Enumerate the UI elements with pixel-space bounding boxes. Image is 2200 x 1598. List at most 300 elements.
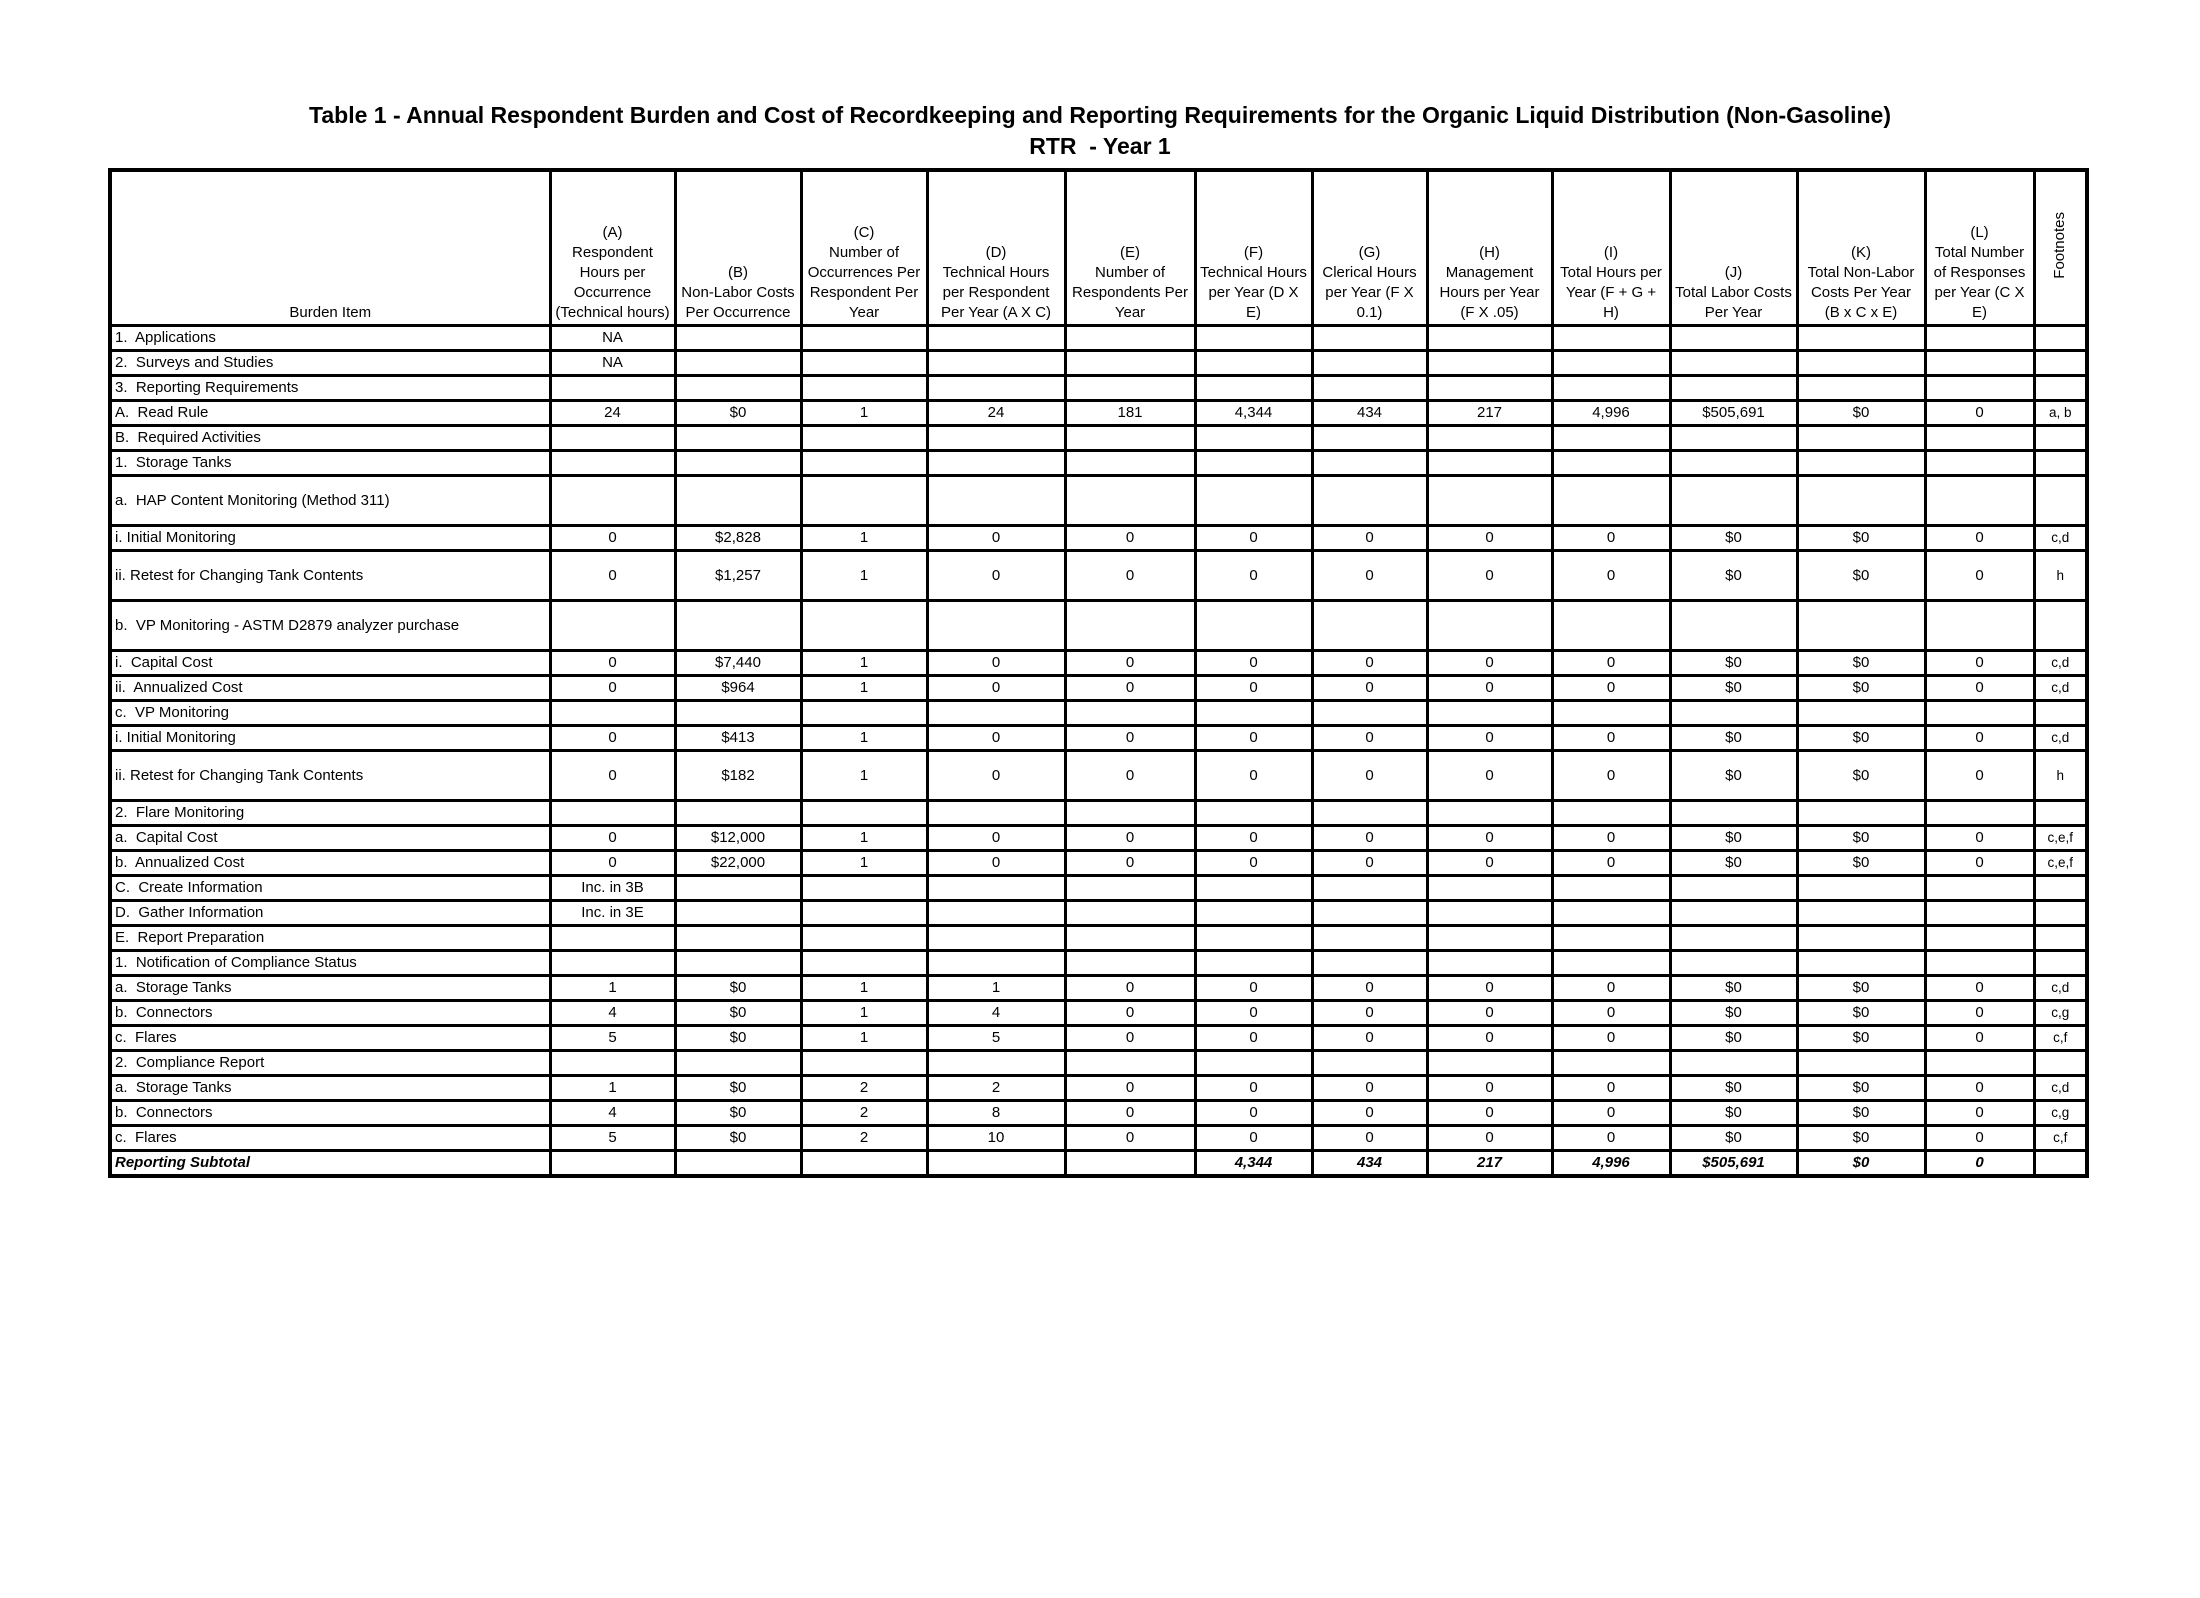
footnote-cell: c,d <box>2034 726 2087 751</box>
value-cell <box>1552 376 1670 401</box>
table-row <box>110 551 2087 601</box>
value-cell <box>1552 801 1670 826</box>
value-cell: 0 <box>1195 751 1312 801</box>
burden-item-label: c. Flares <box>115 1129 177 1146</box>
burden-item-cell <box>110 751 550 801</box>
value-cell <box>1312 801 1427 826</box>
footnote-cell: c,d <box>2034 1076 2087 1101</box>
value-cell: $0 <box>1797 1151 1925 1177</box>
value-cell: 0 <box>1312 526 1427 551</box>
value-cell <box>1427 701 1552 726</box>
value-cell: 1 <box>801 1001 927 1026</box>
value-cell <box>1195 601 1312 651</box>
value-cell: 0 <box>1195 1001 1312 1026</box>
value-cell: 4 <box>550 1001 675 1026</box>
table-row <box>110 901 2087 926</box>
value-cell: $0 <box>1797 676 1925 701</box>
table-row <box>110 976 2087 1001</box>
value-cell: $0 <box>1797 851 1925 876</box>
value-cell: $0 <box>1797 1026 1925 1051</box>
footnote-cell: c,e,f <box>2034 851 2087 876</box>
value-cell <box>1427 801 1552 826</box>
value-cell <box>1925 801 2034 826</box>
value-cell <box>1312 1051 1427 1076</box>
burden-item-cell <box>110 701 550 726</box>
burden-item-cell <box>110 826 550 851</box>
value-cell <box>675 426 801 451</box>
value-cell: 0 <box>1925 751 2034 801</box>
burden-item-cell <box>110 951 550 976</box>
column-header-f <box>1195 170 1312 326</box>
footnote-cell <box>2034 801 2087 826</box>
value-cell <box>1552 476 1670 526</box>
value-cell: 0 <box>1312 551 1427 601</box>
value-cell: 0 <box>1065 651 1195 676</box>
value-cell <box>1552 426 1670 451</box>
column-letter: (H) <box>1479 244 1500 261</box>
burden-item-cell <box>110 426 550 451</box>
value-cell <box>1195 801 1312 826</box>
value-cell <box>1427 426 1552 451</box>
column-letter: (D) <box>985 244 1007 261</box>
burden-item-cell <box>110 1126 550 1151</box>
value-cell <box>1195 701 1312 726</box>
value-cell <box>1312 376 1427 401</box>
table-row <box>110 751 2087 801</box>
value-cell: $0 <box>1670 676 1797 701</box>
value-cell <box>1670 926 1797 951</box>
value-cell <box>1427 876 1552 901</box>
value-cell <box>927 451 1065 476</box>
value-cell <box>675 376 801 401</box>
value-cell <box>927 701 1065 726</box>
column-letter: (C) <box>853 224 875 241</box>
column-letter: (L) <box>1970 224 1989 241</box>
value-cell <box>1065 901 1195 926</box>
value-cell: 0 <box>1195 826 1312 851</box>
value-cell: 0 <box>550 651 675 676</box>
value-cell <box>1670 326 1797 351</box>
value-cell: 0 <box>1427 751 1552 801</box>
column-label: Total Number of Responses per Year (C X E) <box>1933 244 2026 321</box>
value-cell: 1 <box>927 976 1065 1001</box>
footnote-cell: c,g <box>2034 1101 2087 1126</box>
value-cell <box>1427 476 1552 526</box>
value-cell: 4,344 <box>1195 401 1312 426</box>
value-cell: 0 <box>1925 1076 2034 1101</box>
burden-item-cell <box>110 1001 550 1026</box>
value-cell <box>675 1151 801 1177</box>
burden-item-label: c. Flares <box>115 1029 177 1046</box>
value-cell <box>1925 326 2034 351</box>
column-label: Management Hours per Year (F X .05) <box>1439 264 1540 321</box>
burden-item-header: Burden Item <box>110 170 550 326</box>
value-cell <box>801 926 927 951</box>
burden-table <box>108 168 2089 1178</box>
value-cell: 0 <box>1552 751 1670 801</box>
value-cell: $0 <box>1797 826 1925 851</box>
value-cell: 1 <box>801 651 927 676</box>
value-cell: $7,440 <box>675 651 801 676</box>
value-cell: 0 <box>1312 1026 1427 1051</box>
burden-item-label: ii. Retest for Changing Tank Contents <box>115 766 364 784</box>
value-cell <box>1670 701 1797 726</box>
footnote-cell <box>2034 326 2087 351</box>
value-cell <box>1552 876 1670 901</box>
value-cell: 0 <box>1925 651 2034 676</box>
value-cell: 24 <box>550 401 675 426</box>
value-cell: $0 <box>1670 651 1797 676</box>
value-cell <box>927 926 1065 951</box>
value-cell <box>550 926 675 951</box>
value-cell: 0 <box>927 651 1065 676</box>
table-row <box>110 1076 2087 1101</box>
value-cell: Inc. in 3E <box>550 901 675 926</box>
value-cell <box>675 601 801 651</box>
value-cell <box>1797 876 1925 901</box>
value-cell <box>1797 351 1925 376</box>
table-row <box>110 826 2087 851</box>
value-cell: NA <box>550 326 675 351</box>
footnote-cell <box>2034 476 2087 526</box>
burden-item-label: a. Storage Tanks <box>115 1079 232 1096</box>
value-cell <box>1195 476 1312 526</box>
value-cell: 0 <box>1312 751 1427 801</box>
value-cell <box>1195 1051 1312 1076</box>
value-cell: 0 <box>1312 1076 1427 1101</box>
value-cell <box>1312 326 1427 351</box>
value-cell: $0 <box>1670 1076 1797 1101</box>
value-cell: 0 <box>1427 1001 1552 1026</box>
value-cell: 0 <box>1427 726 1552 751</box>
value-cell: 0 <box>1925 1026 2034 1051</box>
value-cell <box>1925 876 2034 901</box>
value-cell: 0 <box>1065 526 1195 551</box>
value-cell: 0 <box>1065 851 1195 876</box>
value-cell <box>1065 801 1195 826</box>
burden-item-cell <box>110 1051 550 1076</box>
footnote-cell <box>2034 1151 2087 1177</box>
value-cell <box>1552 451 1670 476</box>
burden-item-label: i. Capital Cost <box>115 654 213 671</box>
value-cell: 0 <box>1552 551 1670 601</box>
footnote-cell <box>2034 901 2087 926</box>
burden-item-label: b. Annualized Cost <box>115 854 245 871</box>
footnote-cell <box>2034 1051 2087 1076</box>
value-cell <box>1552 901 1670 926</box>
footnote-cell <box>2034 876 2087 901</box>
value-cell <box>1670 901 1797 926</box>
value-cell <box>1065 326 1195 351</box>
value-cell: 0 <box>1195 526 1312 551</box>
footnote-cell: c,d <box>2034 651 2087 676</box>
table-row <box>110 476 2087 526</box>
value-cell <box>801 476 927 526</box>
value-cell <box>1670 426 1797 451</box>
value-cell <box>801 426 927 451</box>
value-cell: $0 <box>675 1001 801 1026</box>
footnote-cell <box>2034 351 2087 376</box>
value-cell: 8 <box>927 1101 1065 1126</box>
table-title-line2: RTR - Year 1 <box>1029 133 1171 159</box>
value-cell <box>1925 926 2034 951</box>
value-cell: 0 <box>1195 651 1312 676</box>
value-cell: 5 <box>927 1026 1065 1051</box>
value-cell <box>801 901 927 926</box>
column-header-l <box>1925 170 2034 326</box>
footnote-cell: c,e,f <box>2034 826 2087 851</box>
burden-item-label: ii. Annualized Cost <box>115 679 243 696</box>
value-cell: 0 <box>1427 1026 1552 1051</box>
column-header-h <box>1427 170 1552 326</box>
value-cell: 0 <box>1552 1076 1670 1101</box>
value-cell: $0 <box>1670 976 1797 1001</box>
table-title <box>0 100 2200 162</box>
value-cell <box>927 901 1065 926</box>
value-cell: 0 <box>1195 851 1312 876</box>
value-cell <box>550 1151 675 1177</box>
value-cell: 1 <box>801 976 927 1001</box>
burden-item-label: 2. Surveys and Studies <box>115 354 274 371</box>
column-header-j <box>1670 170 1797 326</box>
value-cell <box>1312 476 1427 526</box>
value-cell <box>675 876 801 901</box>
value-cell <box>1797 601 1925 651</box>
value-cell: $0 <box>1797 401 1925 426</box>
value-cell: 0 <box>927 851 1065 876</box>
value-cell: 0 <box>1195 1076 1312 1101</box>
value-cell <box>1925 376 2034 401</box>
value-cell: $182 <box>675 751 801 801</box>
footnote-cell <box>2034 376 2087 401</box>
value-cell: $0 <box>675 1126 801 1151</box>
value-cell <box>1195 901 1312 926</box>
burden-item-label: Reporting Subtotal <box>115 1154 250 1171</box>
burden-item-label: 1. Applications <box>115 329 216 346</box>
burden-item-label: ii. Retest for Changing Tank Contents <box>115 566 364 584</box>
table-row <box>110 726 2087 751</box>
value-cell: 0 <box>1312 826 1427 851</box>
value-cell <box>675 326 801 351</box>
value-cell <box>550 426 675 451</box>
value-cell <box>1427 351 1552 376</box>
value-cell: 1 <box>801 551 927 601</box>
value-cell <box>675 901 801 926</box>
value-cell: 4,996 <box>1552 401 1670 426</box>
value-cell: NA <box>550 351 675 376</box>
value-cell <box>675 701 801 726</box>
value-cell: 0 <box>1925 826 2034 851</box>
value-cell <box>801 376 927 401</box>
value-cell <box>675 951 801 976</box>
table-row <box>110 1151 2087 1177</box>
value-cell: 0 <box>550 551 675 601</box>
value-cell <box>801 801 927 826</box>
burden-item-cell <box>110 1151 550 1177</box>
value-cell <box>1065 701 1195 726</box>
value-cell: 2 <box>801 1101 927 1126</box>
value-cell: 0 <box>550 676 675 701</box>
value-cell: $0 <box>1797 751 1925 801</box>
value-cell <box>927 601 1065 651</box>
value-cell <box>1552 351 1670 376</box>
value-cell <box>801 351 927 376</box>
column-letter: (A) <box>602 224 623 241</box>
value-cell: $0 <box>675 1026 801 1051</box>
column-letter: (K) <box>1851 244 1871 261</box>
value-cell <box>1195 326 1312 351</box>
value-cell: Inc. in 3B <box>550 876 675 901</box>
column-label: Technical Hours per Respondent Per Year (A X C) <box>940 264 1052 321</box>
column-header-e <box>1065 170 1195 326</box>
value-cell: $2,828 <box>675 526 801 551</box>
value-cell: $0 <box>1670 551 1797 601</box>
value-cell <box>1065 1051 1195 1076</box>
value-cell <box>1427 926 1552 951</box>
footnote-cell <box>2034 426 2087 451</box>
table-row <box>110 451 2087 476</box>
burden-item-label: a. HAP Content Monitoring (Method 311) <box>115 491 390 509</box>
column-header-c <box>801 170 927 326</box>
value-cell: 0 <box>1925 1101 2034 1126</box>
value-cell: $0 <box>1670 1126 1797 1151</box>
value-cell: 0 <box>927 726 1065 751</box>
burden-item-label: A. Read Rule <box>115 404 209 421</box>
value-cell: 434 <box>1312 1151 1427 1177</box>
value-cell <box>1427 601 1552 651</box>
value-cell: 0 <box>1195 1101 1312 1126</box>
value-cell <box>801 601 927 651</box>
column-label: Non-Labor Costs Per Occurrence <box>681 284 795 321</box>
value-cell <box>1797 951 1925 976</box>
value-cell <box>1312 901 1427 926</box>
value-cell <box>675 926 801 951</box>
value-cell: 0 <box>550 726 675 751</box>
value-cell: 24 <box>927 401 1065 426</box>
value-cell <box>1552 701 1670 726</box>
value-cell: 0 <box>1552 1001 1670 1026</box>
value-cell: 4 <box>550 1101 675 1126</box>
value-cell <box>675 1051 801 1076</box>
burden-item-cell <box>110 851 550 876</box>
value-cell: 0 <box>1925 976 2034 1001</box>
value-cell: $0 <box>1670 851 1797 876</box>
value-cell <box>1065 1151 1195 1177</box>
value-cell <box>1427 451 1552 476</box>
value-cell: $0 <box>1797 1101 1925 1126</box>
burden-item-label: 3. Reporting Requirements <box>115 379 299 396</box>
footnote-cell <box>2034 926 2087 951</box>
value-cell <box>1797 801 1925 826</box>
value-cell: 0 <box>1065 1026 1195 1051</box>
value-cell: $0 <box>1797 726 1925 751</box>
column-header-d <box>927 170 1065 326</box>
value-cell <box>1797 1051 1925 1076</box>
value-cell <box>1797 901 1925 926</box>
value-cell <box>1925 476 2034 526</box>
burden-item-cell <box>110 901 550 926</box>
table-row <box>110 876 2087 901</box>
burden-item-cell <box>110 1101 550 1126</box>
value-cell: 1 <box>550 976 675 1001</box>
burden-item-label: a. Storage Tanks <box>115 979 232 996</box>
value-cell: 0 <box>1427 1101 1552 1126</box>
value-cell <box>1925 451 2034 476</box>
value-cell: $0 <box>675 976 801 1001</box>
value-cell: 0 <box>927 751 1065 801</box>
footnote-cell: h <box>2034 551 2087 601</box>
value-cell <box>1195 351 1312 376</box>
value-cell: 0 <box>1312 851 1427 876</box>
table-row <box>110 1026 2087 1051</box>
value-cell <box>927 951 1065 976</box>
value-cell <box>1312 451 1427 476</box>
value-cell <box>1427 901 1552 926</box>
value-cell <box>675 476 801 526</box>
value-cell <box>927 351 1065 376</box>
table-row <box>110 676 2087 701</box>
value-cell <box>1312 426 1427 451</box>
value-cell <box>1065 476 1195 526</box>
column-label: Total Hours per Year (F + G + H) <box>1560 264 1662 321</box>
value-cell <box>1797 701 1925 726</box>
table-row <box>110 376 2087 401</box>
value-cell: 0 <box>550 526 675 551</box>
value-cell <box>1195 926 1312 951</box>
value-cell: 0 <box>1312 676 1427 701</box>
column-letter: (F) <box>1243 244 1264 261</box>
table-row <box>110 326 2087 351</box>
burden-item-cell <box>110 326 550 351</box>
value-cell: 0 <box>1552 676 1670 701</box>
value-cell: 0 <box>1427 551 1552 601</box>
table-row <box>110 951 2087 976</box>
column-label: Clerical Hours per Year (F X 0.1) <box>1322 264 1417 321</box>
value-cell: 0 <box>927 526 1065 551</box>
value-cell <box>1797 451 1925 476</box>
value-cell <box>1065 376 1195 401</box>
value-cell: 181 <box>1065 401 1195 426</box>
table-row <box>110 1051 2087 1076</box>
value-cell: 434 <box>1312 401 1427 426</box>
value-cell: 0 <box>1065 726 1195 751</box>
burden-item-label: i. Initial Monitoring <box>115 529 236 546</box>
value-cell <box>1670 351 1797 376</box>
footnote-cell: c,f <box>2034 1026 2087 1051</box>
burden-item-cell <box>110 1026 550 1051</box>
value-cell: 0 <box>1925 726 2034 751</box>
value-cell: 0 <box>1065 826 1195 851</box>
value-cell <box>1925 701 2034 726</box>
value-cell <box>550 951 675 976</box>
value-cell: 1 <box>801 726 927 751</box>
value-cell: 2 <box>927 1076 1065 1101</box>
value-cell <box>1065 926 1195 951</box>
value-cell: 0 <box>550 751 675 801</box>
value-cell: $413 <box>675 726 801 751</box>
value-cell: 0 <box>1427 1126 1552 1151</box>
value-cell <box>1312 951 1427 976</box>
value-cell: $964 <box>675 676 801 701</box>
value-cell: 0 <box>1195 676 1312 701</box>
value-cell: 0 <box>1065 751 1195 801</box>
value-cell <box>927 376 1065 401</box>
burden-item-cell <box>110 801 550 826</box>
value-cell: 0 <box>1312 726 1427 751</box>
value-cell: 0 <box>1552 651 1670 676</box>
value-cell: 0 <box>1065 1076 1195 1101</box>
value-cell: 0 <box>1552 826 1670 851</box>
